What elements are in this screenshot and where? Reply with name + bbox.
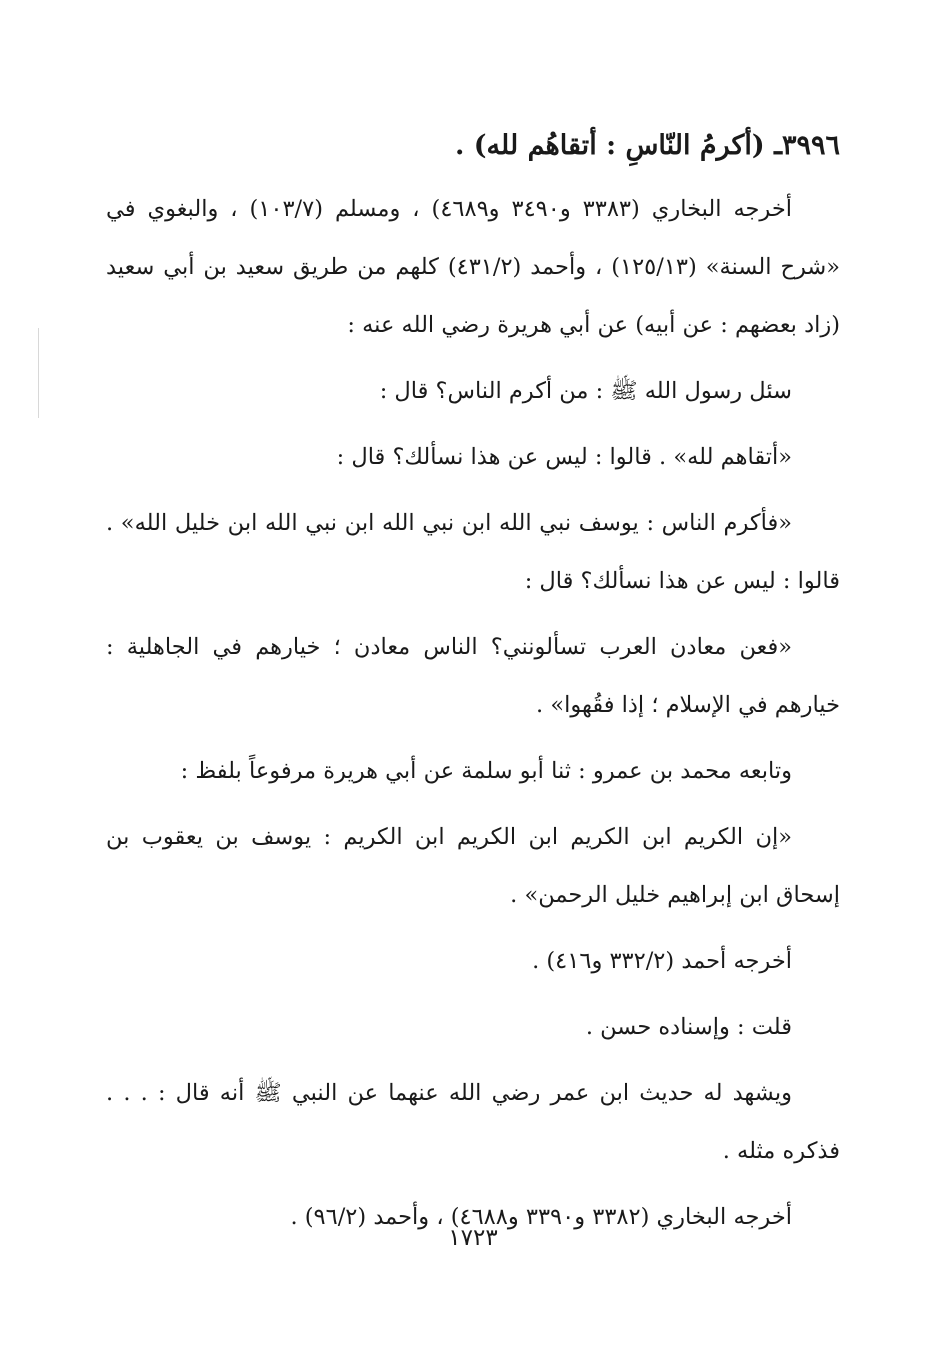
grading-note: قلت : وإسناده حسن . <box>585 1014 792 1040</box>
hadith-question: سئل رسول الله ﷺ : من أكرم الناس؟ قال : <box>379 378 792 404</box>
shahid-paragraph: ويشهد له حديث ابن عمر رضي الله عنهما عن النبي ﷺ أنه قال : . . . فذكره مثله . <box>106 1080 840 1164</box>
mutaba-text: «إن الكريم ابن الكريم ابن الكريم ابن الكريم : يوسف بن يعقوب بن إسحاق ابن إبراهيم خليل الرحمن» . <box>106 824 840 908</box>
scan-margin-line <box>38 328 39 418</box>
page-body <box>106 118 840 1246</box>
ahmad-takhrij: أخرجه أحمد (٣٣٢/٢ و٤١٦) . <box>532 948 792 974</box>
page-number: ١٧٢٣ <box>448 1225 498 1251</box>
hadith-answer-2: «فأكرم الناس : يوسف نبي الله ابن نبي الله ابن نبي الله ابن خليل الله» . قالوا : ليس عن هذا نسألك؟ قال : <box>106 510 840 594</box>
hadith-heading: ٣٩٩٦ـ (أكرمُ النّاسِ : أتقاهُم لله) . <box>454 130 840 161</box>
hadith-answer-3: «فعن معادن العرب تسألونني؟ الناس معادن ؛ خيارهم في الجاهلية : خيارهم في الإسلام ؛ إذا فقُهوا» . <box>106 634 840 718</box>
takhrij-paragraph: أخرجه البخاري (٣٣٨٣ و٣٤٩٠ و٤٦٨٩) ، ومسلم (١٠٣/٧) ، والبغوي في «شرح السنة» (١٢٥/١٣) ، وأحمد (٤٣١/٢) كلهم من طريق سعيد بن أبي سعيد (زاد بعضهم : عن أبيه) عن أبي هريرة رضي الله عنه : <box>106 196 841 338</box>
mutaba-paragraph: وتابعه محمد بن عمرو : ثنا أبو سلمة عن أبي هريرة مرفوعاً بلفظ : <box>180 758 792 784</box>
final-takhrij: أخرجه البخاري (٣٣٨٢ و٣٣٩٠ و٤٦٨٨) ، وأحمد (٩٦/٢) . <box>290 1204 792 1230</box>
hadith-answer-1: «أتقاهم لله» . قالوا : ليس عن هذا نسألك؟ قال : <box>336 444 792 470</box>
